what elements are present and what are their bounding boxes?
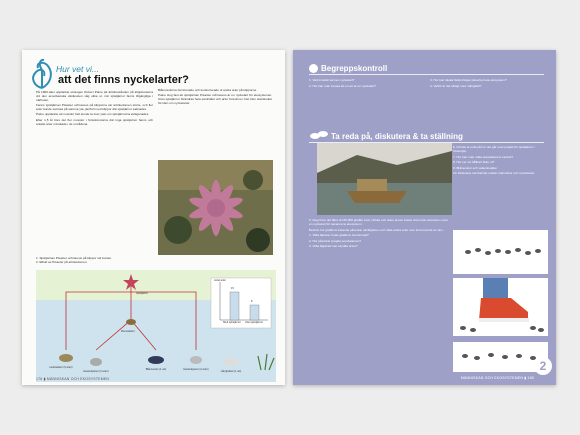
paragraph: 3. Vilka åtgärder kan skydda arten? — [309, 244, 358, 249]
research-tasks-text — [453, 145, 548, 177]
paragraph: 5. Idag finns det färre än 80 000 giraffer kvar i Afrika och arten anses hotad. Arten kan dessutom vara en nyckelart för savannens ekosystem. — [309, 218, 448, 227]
figure-caption — [36, 256, 153, 264]
divider — [309, 74, 544, 75]
concept-questions-right — [430, 78, 545, 89]
paragraph: 2. Hur påverkar tjuvjakt populationen? — [309, 238, 362, 243]
paragraph: Paine slog fast att sjöstjärnan Pisaster ochraceus är en nyckelart för ekosystemet. Utan sjöstjärnor förändras hela samhället och arter försvinner. Det blev startskottet för idén om nyckelarter. — [158, 93, 272, 106]
page-footer: MÄNNISKAN OCH EKOSYSTEMEN ▮ 189 — [460, 376, 534, 380]
bar-value: 8 — [251, 300, 253, 303]
concept-check-heading: Begreppskontroll — [321, 64, 388, 73]
bar-value: 15 — [231, 287, 234, 290]
paragraph: Paine upptäckte att musslor helt kunde ta över ytan om sjöstjärnorna avlägsnades. — [36, 112, 150, 117]
diagram-label: Ledsnäckor (3 arter) — [49, 366, 73, 369]
boat-photo — [317, 143, 452, 215]
paragraph: Fanns sjöstjärnan Pisaster ochraceus på klipporna var artrikedomen större, och fler arter kunde samsas på samma yta, jämfört med klippor där sjöstjärnor saknades. — [36, 103, 153, 112]
bar-category: Med sjöstjärnor — [223, 321, 241, 324]
paragraph: 10. Diskutera sambandet mellan människor och nyckelarter. — [453, 171, 536, 176]
paragraph: 1. Vilka faktorer hotar giraffens överlevnad? — [309, 233, 369, 238]
diagram-label: Sjöstjärna — [136, 292, 148, 295]
left-page — [22, 50, 285, 385]
paragraph: 7. Hur kan man mäta populationers storlek? — [453, 154, 514, 159]
giraffe-task-text — [309, 218, 449, 250]
paragraph: 6. Försök ta reda på hur det går med projekt för sjöstjärnor i Östersjön. — [453, 145, 535, 154]
check-icon — [309, 64, 318, 73]
food-web-diagram — [36, 270, 276, 382]
paragraph: På 1960-talet upptäckte ekologen Robert Paine att ätrtsbestånden på klippkusterna vid den amerikanska västkusten såg olika ut, när sjöstjärnor fanns tillgängliga i närheten. — [36, 90, 153, 103]
starfish-photo — [158, 160, 273, 255]
discussion-heading: Ta reda på, diskutera & ta ställning — [331, 132, 463, 141]
bar-category: Utan sjöstjärnor — [244, 321, 264, 324]
shoe-illustration — [453, 278, 548, 336]
chapter-number-badge: 2 — [534, 357, 552, 375]
right-page — [293, 50, 556, 385]
bar-axis-label: Antal arter — [214, 279, 226, 282]
discussion-icon — [309, 130, 329, 140]
concept-questions-left — [309, 78, 424, 89]
paragraph: 8. Hur ser ett hållbart fiske ut? — [453, 160, 495, 165]
pebbles-illustration — [453, 230, 548, 274]
section-heading: Hur vet vi... — [56, 64, 99, 74]
diagram-label: Långhalsar (1 art) — [220, 370, 242, 373]
diagram-label: Havstulpaner (2 arter) — [183, 368, 209, 371]
paragraph: Efter 1,5 år blev det fler musslor i försöksrutorna där inga sjöstjärnor fanns och antalet arter minskade i de områdena. — [36, 117, 153, 126]
swirl-decoration-icon — [26, 56, 58, 90]
left-column-text — [36, 90, 153, 127]
diagram-label: Rovsnäckor — [121, 330, 135, 333]
caption-line: 2. Effekt av Pisaster på artrikedomen. — [36, 260, 88, 265]
paragraph: Blåmusslorna dominerade och konkurrerade ut andra arter på klipporna. — [158, 88, 257, 92]
question: 3. Hur kan lokala förändringar påverka hela ekosystem? — [430, 78, 507, 82]
diagram-label: Blåmusslor (1 art) — [145, 368, 167, 371]
diagram-label: Havstulpaner (2 arter) — [83, 370, 109, 373]
caption-line: 1. Sjöstjärnan Pisaster ochraceus på klippor vid kusten. — [36, 256, 113, 260]
question: 2. Hur kan man bevisa att en art är en nyckelart? — [309, 83, 376, 88]
page-footer: 176 ▮ MÄNNISKAN OCH EKOSYSTEMEN — [36, 377, 110, 381]
right-column-text — [158, 88, 272, 106]
page-title: att det finns nyckelarter? — [58, 74, 189, 86]
paragraph: Beskriv hur giraffens betande påverkar växtligheten och vilka andra arter som är beroende av den. — [309, 227, 444, 232]
question: 4. Varför är det viktigt med mångfald? — [430, 83, 482, 88]
paragraph: 9. Blåmusslor och vattenkvalitet. — [453, 165, 498, 170]
question: 1. Vad innebär termen nyckelart? — [309, 78, 355, 82]
